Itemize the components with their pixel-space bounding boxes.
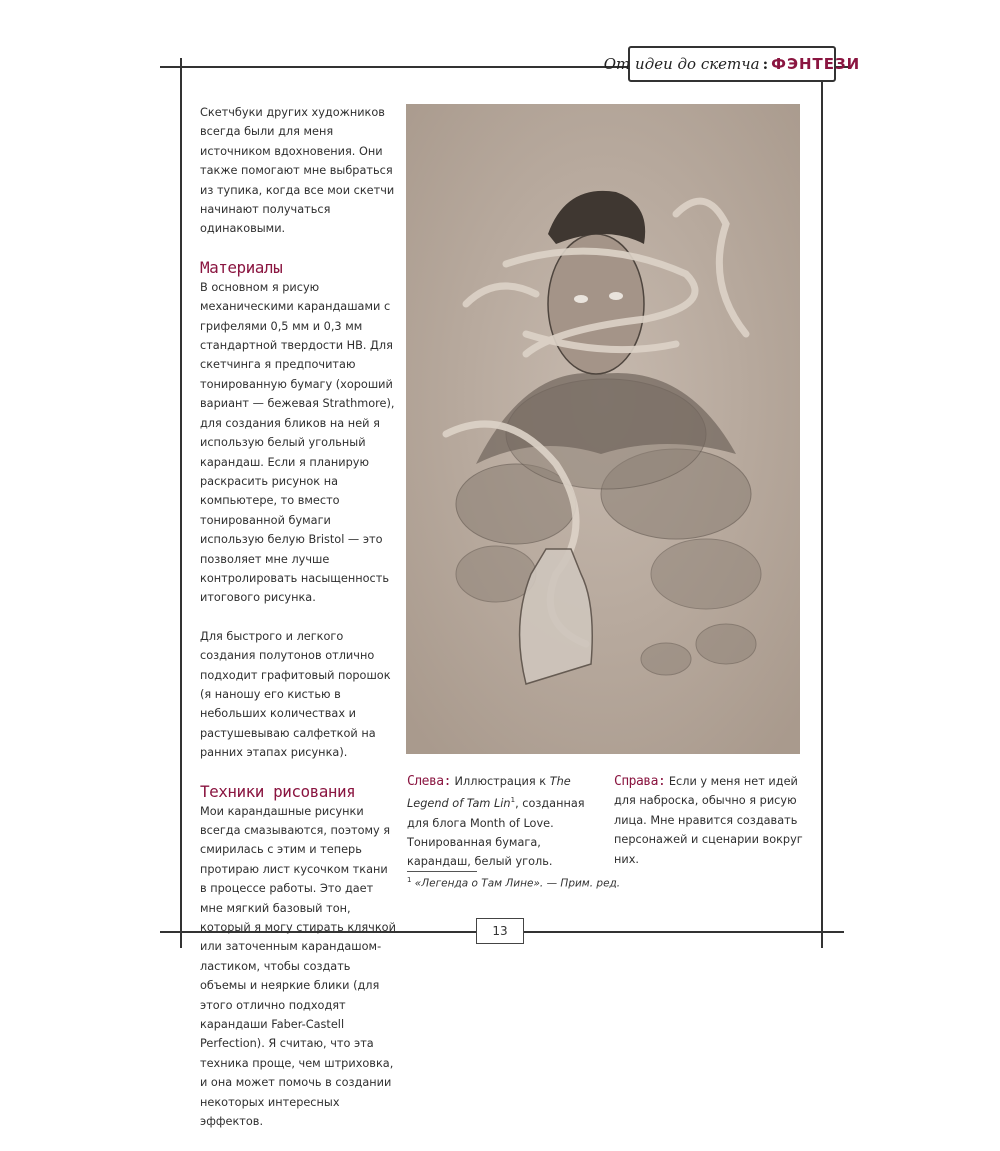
section-title: От идеи до скетча bbox=[603, 55, 760, 73]
caption-right-text: Если у меня нет идей для наброска, обычно я рисую лица. Мне нравится создавать персонажей и сценарии вокруг них. bbox=[614, 775, 803, 866]
materials-paragraph-2: Для быстрого и легкого создания полутонов отлично подходит графитовый порошок (я наношу его кистью в небольших количествах и растушевываю салфеткой на ранних этапах рисунка). bbox=[200, 629, 391, 760]
footnote-text: «Легенда о Там Лине». — Прим. ред. bbox=[411, 877, 621, 890]
caption-left-footnote-mark: 1 bbox=[510, 796, 516, 805]
section-header bbox=[603, 46, 861, 82]
pencil-illustration bbox=[406, 104, 800, 754]
caption-left-text-b: , созданная для блога Month of Love. Тонированная бумага, карандаш, белый уголь. bbox=[407, 797, 585, 869]
left-text-column bbox=[200, 103, 396, 1151]
frame-left-line bbox=[180, 58, 182, 948]
techniques-heading: Техники рисования bbox=[200, 781, 356, 801]
genre-label: ФЭНТЕЗИ bbox=[771, 55, 861, 73]
techniques-paragraph: Мои карандашные рисунки всегда смазываются, поэтому я смирилась с этим и теперь протираю лист кусочком ткани в процессе работы. Это дает мне мягкий базовый тон, который я могу стирать клячкой или заточенным карандашом-ластиком, чтобы создать объемы и неяркие блики (для этого отлично подходят карандаши Faber-Castell Perfection). Я считаю, что эта техника проще, чем штриховка, и она может помочь в создании некоторых интересных эффектов. bbox=[200, 804, 396, 1129]
page-number: 13 bbox=[476, 918, 524, 944]
intro-paragraph: Скетчбуки других художников всегда были для меня источником вдохновения. Они также помогают мне выбраться из тупика, когда все мои скетчи начинают получаться одинаковыми. bbox=[200, 106, 395, 236]
frame-bottom-line-right bbox=[524, 931, 844, 933]
footnote-mark: 1 bbox=[407, 876, 412, 884]
materials-heading: Материалы bbox=[200, 257, 283, 277]
footnote-divider bbox=[407, 871, 477, 872]
frame-top-line bbox=[160, 66, 628, 68]
caption-left-title: The Legend of Tam Lin bbox=[407, 775, 571, 811]
caption-right-label: Справа: bbox=[614, 774, 666, 789]
caption-right bbox=[614, 772, 810, 869]
illustration-drawing bbox=[406, 104, 800, 754]
footnote bbox=[407, 876, 620, 890]
header-colon: : bbox=[762, 55, 769, 73]
materials-paragraph-1: В основном я рисую механическими карандашами с грифелями 0,5 мм и 0,3 мм стандартной твердости HB. Для скетчинга я предпочитаю тонированную бумагу (хороший вариант — бежевая Strathmore), для создания бликов на ней я использую белый угольный карандаш. Если я планирую раскрасить рисунок на компьютере, то вместо тонированной бумаги использую белую Bristol — это позволяет мне лучше контролировать насыщенность итогового рисунка. bbox=[200, 280, 395, 605]
caption-left bbox=[407, 772, 597, 872]
frame-right-line bbox=[821, 80, 823, 948]
caption-left-text-a: Иллюстрация к bbox=[450, 775, 550, 788]
caption-left-label: Слева: bbox=[407, 774, 451, 789]
